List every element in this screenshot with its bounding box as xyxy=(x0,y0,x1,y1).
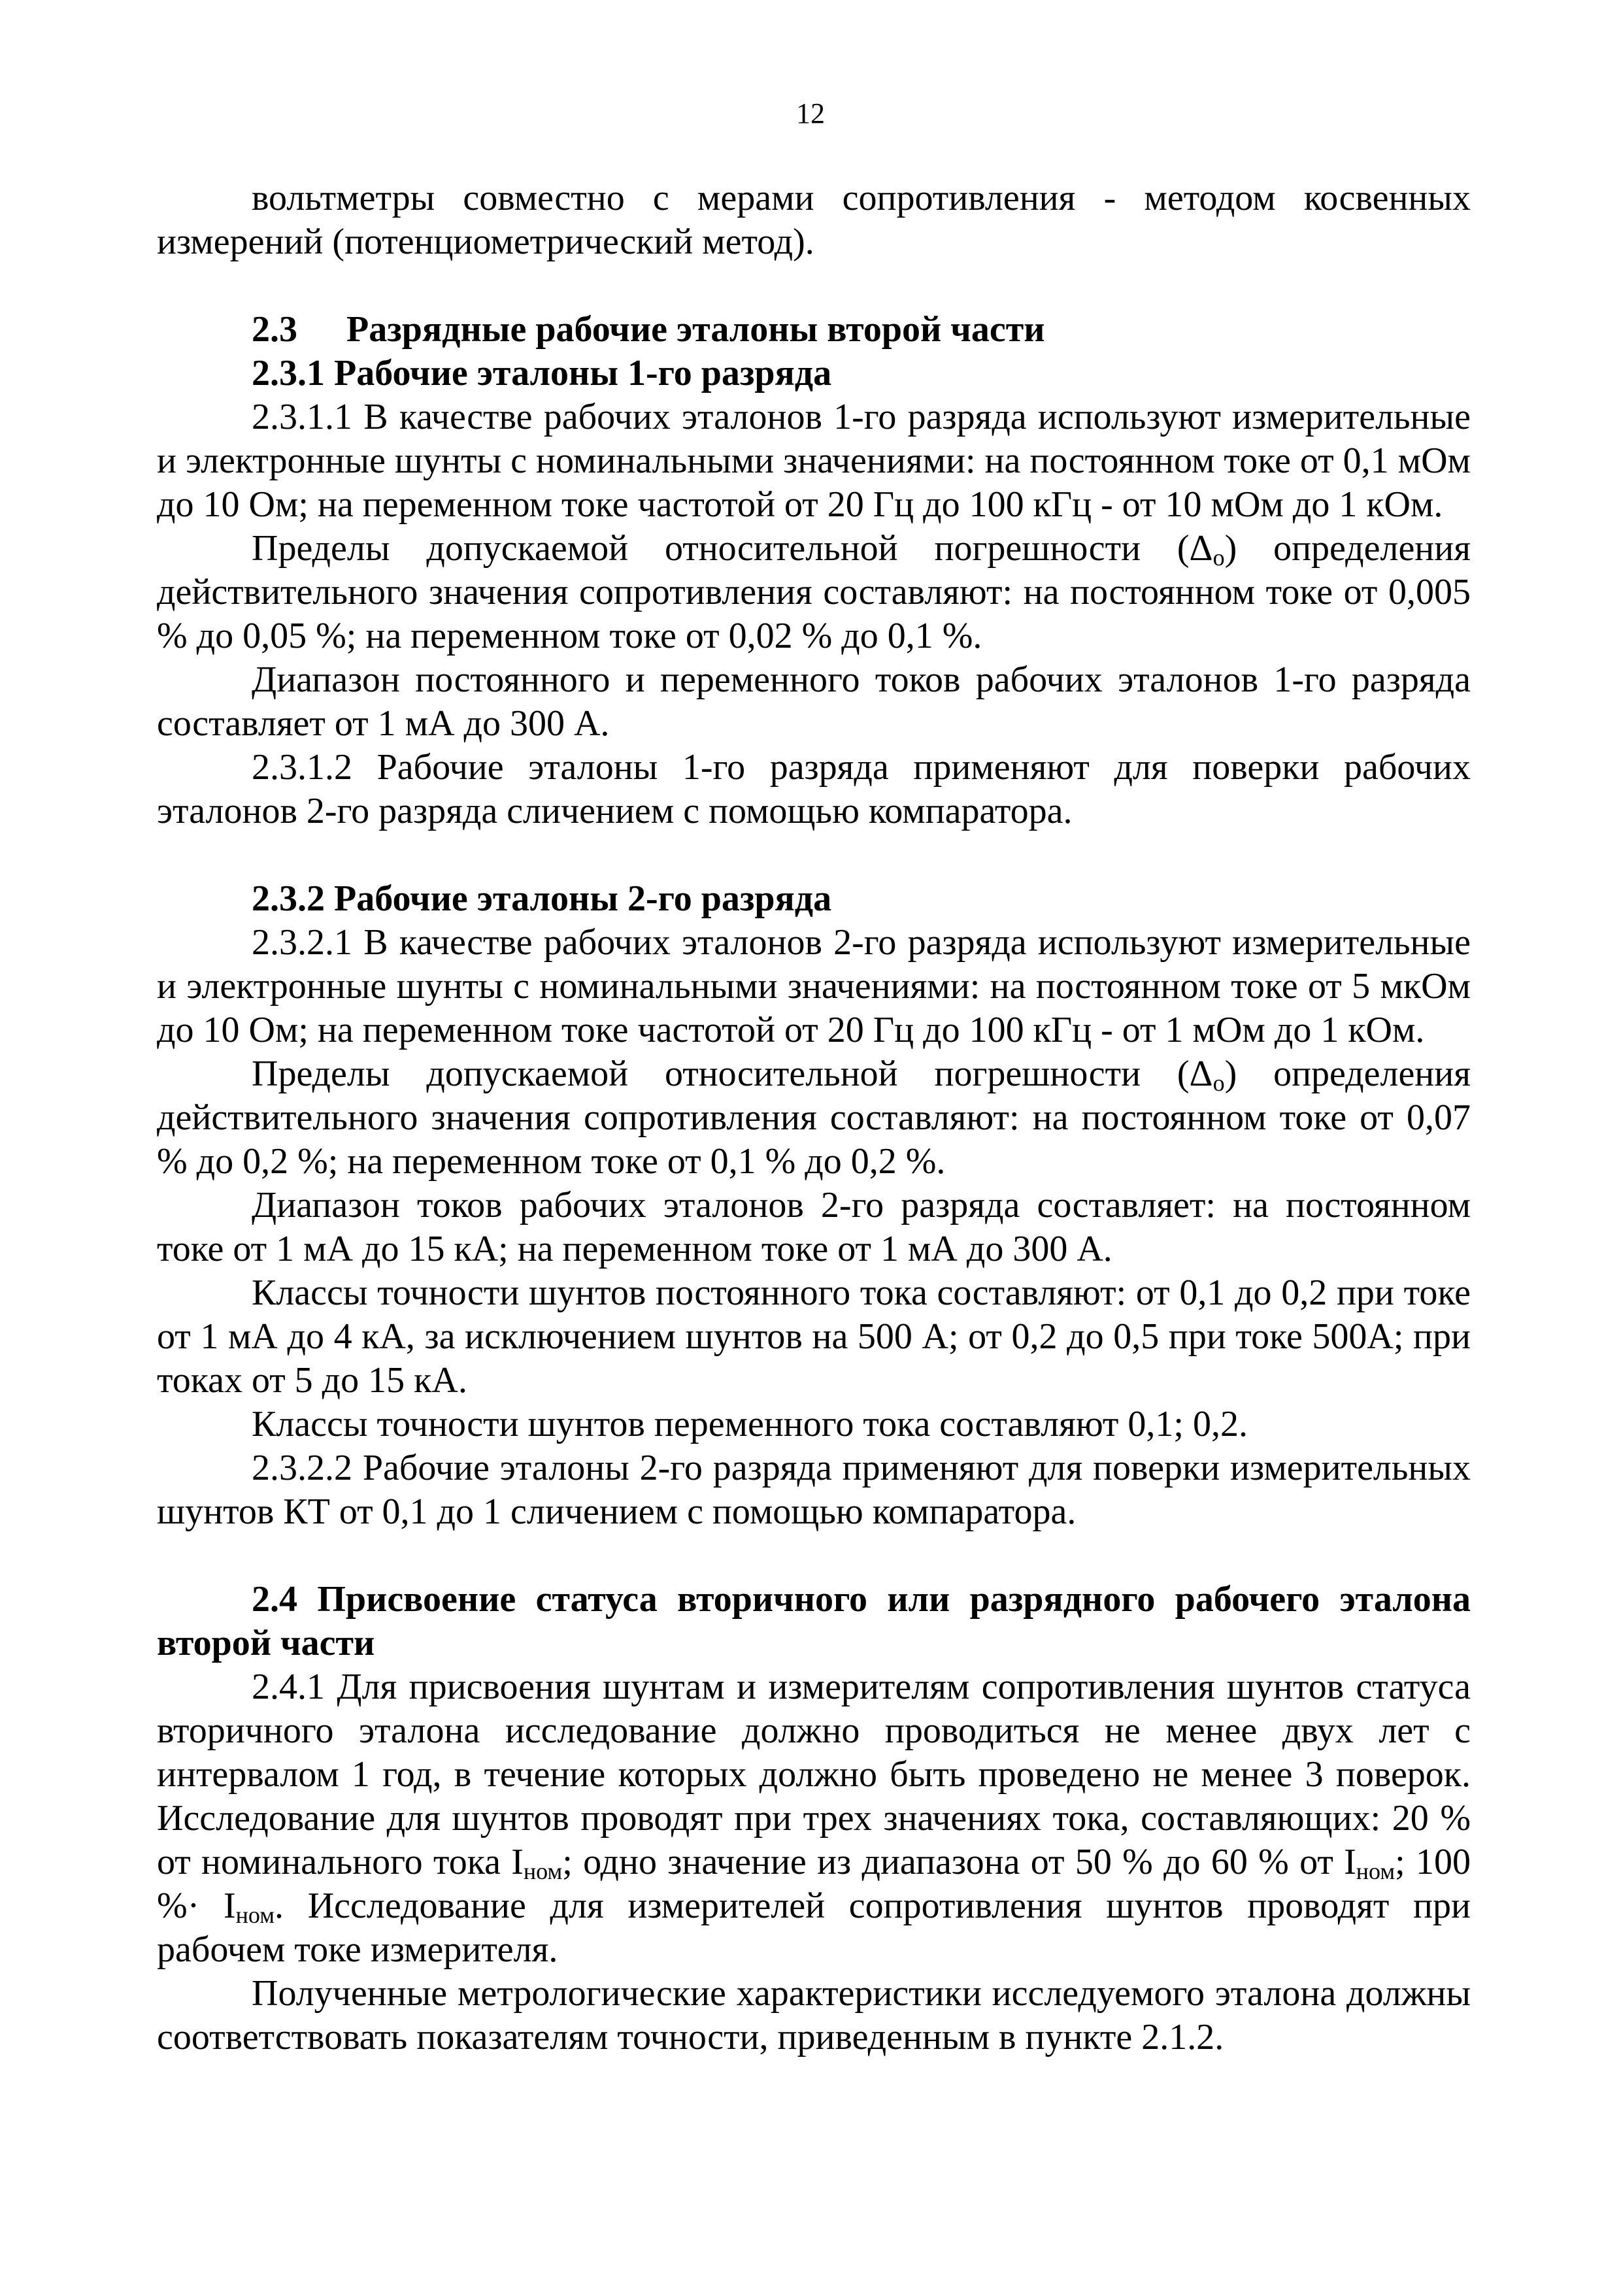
delta-subscript: о xyxy=(1212,1070,1225,1096)
section-2-3-2-number: 2.3.2 xyxy=(252,878,325,919)
section-2-3-number: 2.3 xyxy=(252,309,297,350)
p241-text-a: 2.4.1 Для присвоения шунтам и измерителям сопротивления шунтов статуса вторичного эталона исследование должно проводиться не менее двух лет с интервалом 1 год, в течение которых должно быть проведено не менее 3 поверок. Исследование для шунтов проводят при трех значениях тока, составляющих: 20 % от номинального тока I xyxy=(157,1667,1471,1882)
section-2-4-title: Присвоение статуса вторичного или разрядного рабочего эталона второй части xyxy=(157,1579,1471,1663)
paragraph-2-3-2-range: Диапазон токов рабочих эталонов 2-го разряда составляет: на постоянном токе от 1 мА до 15 кА; на переменном токе от 1 мА до 300 А. xyxy=(157,1185,1471,1269)
paragraph-2-3-1-range: Диапазон постоянного и переменного токов рабочих эталонов 1-го разряда составляет от 1 мА до 300 А. xyxy=(157,659,1471,744)
paragraph-2-3-1-limits xyxy=(157,527,1471,658)
paragraph-2-4-results: Полученные метрологические характеристики исследуемого эталона должны соответствовать показателям точности, приведенным в пункте 2.1.2. xyxy=(157,1973,1471,2057)
nom-subscript: ном xyxy=(1356,1858,1395,1884)
paragraph-2-3-2-ac-classes: Классы точности шунтов переменного тока составляют 0,1; 0,2. xyxy=(252,1404,1248,1444)
section-2-3-heading xyxy=(157,308,1471,352)
section-2-4-number: 2.4 xyxy=(252,1579,297,1620)
section-2-3-title: Разрядные рабочие эталоны второй части xyxy=(346,309,1045,350)
page-number: 12 xyxy=(796,97,825,129)
section-2-4-heading xyxy=(157,1578,1471,1665)
paragraph-2-3-2-dc-classes: Классы точности шунтов постоянного тока составляют: от 0,1 до 0,2 при токе от 1 мА до 4 кА, за исключением шунтов на 500 А; от 0,2 до 0,5 при токе 500А; при токах от 5 до 15 кА. xyxy=(157,1273,1471,1401)
nom-subscript: ном xyxy=(523,1858,563,1884)
limits-text-a: Пределы допускаемой относительной погрешности (Δ xyxy=(252,528,1213,569)
paragraph-2-3-2-2: 2.3.2.2 Рабочие эталоны 2-го разряда применяют для поверки измерительных шунтов КТ от 0,1 до 1 сличением с помощью компаратора. xyxy=(157,1448,1471,1532)
section-2-3-2-title: Рабочие эталоны 2-го разряда xyxy=(334,878,832,919)
delta-subscript: о xyxy=(1212,544,1225,571)
document-page xyxy=(157,0,1471,2059)
section-2-3-2-heading xyxy=(157,877,1471,921)
limits-text-b: ) определения действительного значения сопротивления составляют: на постоянном токе от 0,07 % до 0,2 %; на переменном токе от 0,1 % до 0,2 %. xyxy=(157,1054,1471,1182)
paragraph-2-4-1 xyxy=(157,1665,1471,1972)
intro-paragraph: вольтметры совместно с мерами сопротивления - методом косвенных измерений (потенциометрический метод). xyxy=(157,178,1471,262)
p241-text-d: . Исследование для измерителей сопротивления шунтов проводят при рабочем токе измерителя. xyxy=(157,1886,1471,1970)
section-2-3-1-heading xyxy=(157,352,1471,395)
limits-text-a: Пределы допускаемой относительной погрешности (Δ xyxy=(252,1054,1213,1094)
section-2-3-1-number: 2.3.1 xyxy=(252,353,325,393)
nom-subscript: ном xyxy=(235,1902,275,1928)
paragraph-2-3-1-2: 2.3.1.2 Рабочие эталоны 1-го разряда применяют для поверки рабочих эталонов 2-го разряда сличением с помощью компаратора. xyxy=(157,747,1471,831)
paragraph-2-3-2-1: 2.3.2.1 В качестве рабочих эталонов 2-го разряда используют измерительные и электронные шунты с номинальными значениями: на постоянном токе от 5 мкОм до 10 Ом; на переменном токе частотой от 20 Гц до 100 кГц - от 1 мОм до 1 кОм. xyxy=(157,922,1471,1050)
paragraph-2-3-2-limits xyxy=(157,1052,1471,1184)
section-2-3-1-title: Рабочие эталоны 1-го разряда xyxy=(334,353,832,393)
paragraph-2-3-1-1: 2.3.1.1 В качестве рабочих эталонов 1-го разряда используют измерительные и электронные шунты с номинальными значениями: на постоянном токе от 0,1 мОм до 10 Ом; на переменном токе частотой от 20 Гц до 100 кГц - от 10 мОм до 1 кОм. xyxy=(157,397,1471,525)
limits-text-b: ) определения действительного значения сопротивления составляют: на постоянном токе от 0,005 % до 0,05 %; на переменном токе от 0,02 % до 0,1 %. xyxy=(157,528,1471,656)
p241-text-c: ; 100 %· I xyxy=(157,1842,1471,1926)
p241-text-b: ; одно значение из диапазона от 50 % до 60 % от I xyxy=(562,1842,1356,1882)
